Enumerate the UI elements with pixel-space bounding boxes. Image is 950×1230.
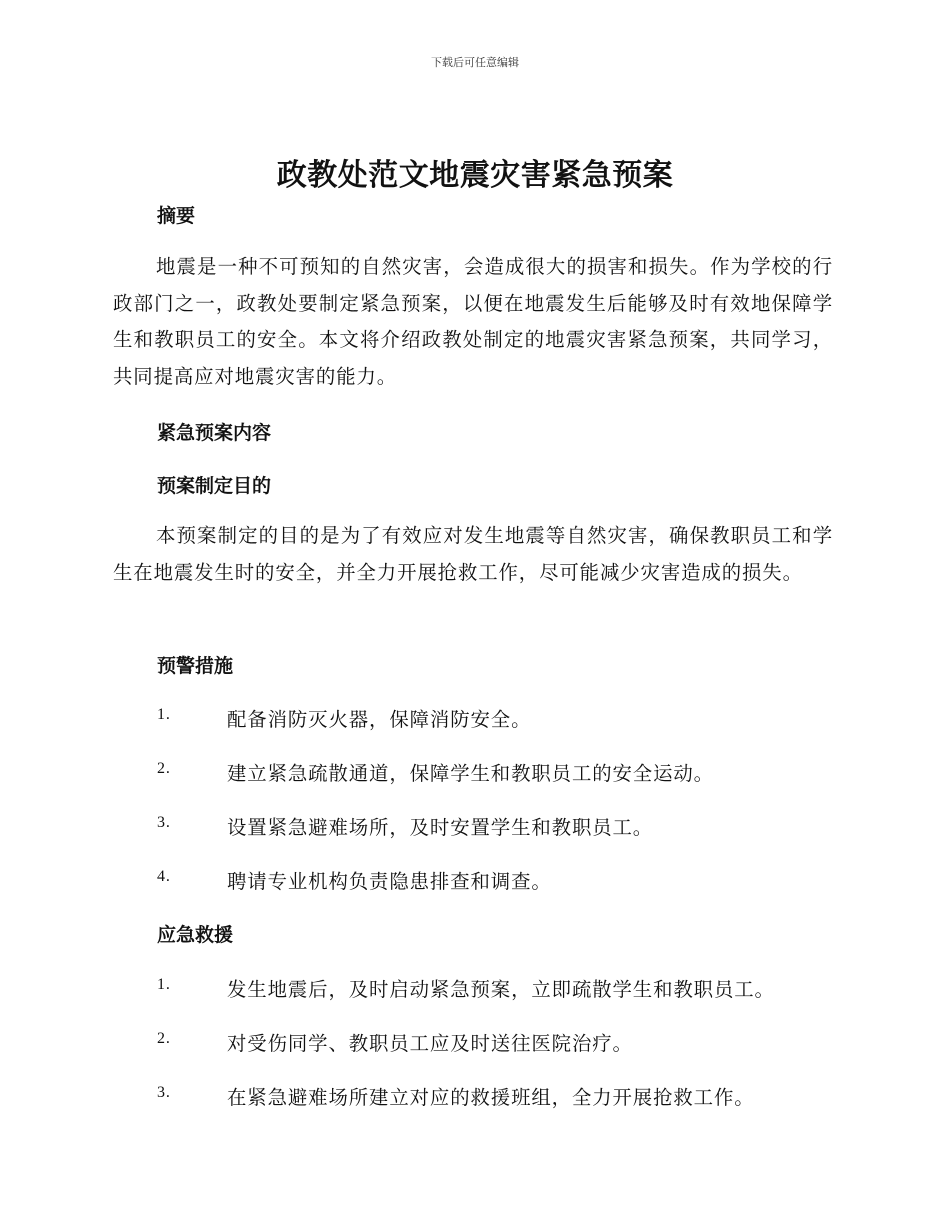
abstract-heading: 摘要 [157,205,196,227]
list-text: 配备消防灭火器，保障消防安全。 [227,708,532,731]
list-number: 1. [157,706,171,723]
abstract-paragraph: 地震是一种不可预知的自然灾害，会造成很大的损害和损失。作为学校的行政部门之一，政教处要制定紧急预案，以便在地震发生后能够及时有效地保障学生和教职员工的安全。本文将介绍政教处制定的地震灾害紧急预案，共同学习，共同提高应对地震灾害的能力。 [113,255,833,388]
document-title: 政教处范文地震灾害紧急预案 [276,158,674,193]
list-number: 3. [157,1084,171,1101]
list-text: 发生地震后，及时启动紧急预案，立即疏散学生和教职员工。 [227,978,775,1001]
list-text: 聘请专业机构负责隐患排查和调查。 [227,870,552,893]
list-number: 3. [157,814,171,831]
list-text: 建立紧急疏散通道，保障学生和教职员工的安全运动。 [227,762,714,785]
purpose-paragraph: 本预案制定的目的是为了有效应对发生地震等自然灾害，确保教职员工和学生在地震发生时的安全，并全力开展抢救工作，尽可能减少灾害造成的损失。 [113,524,833,584]
list-number: 1. [157,976,171,993]
header-note: 下载后可任意编辑 [431,56,519,69]
list-number: 2. [157,1030,171,1047]
warning-heading: 预警措施 [157,655,234,677]
purpose-heading: 预案制定目的 [157,475,272,497]
list-text: 设置紧急避难场所，及时安置学生和教职员工。 [227,816,654,839]
list-text: 对受伤同学、教职员工应及时送往医院治疗。 [227,1032,633,1055]
rescue-heading: 应急救援 [157,924,234,946]
plan-content-heading: 紧急预案内容 [157,422,272,444]
list-number: 4. [157,868,171,885]
list-text: 在紧急避难场所建立对应的救援班组，全力开展抢救工作。 [227,1086,755,1109]
list-number: 2. [157,760,171,777]
